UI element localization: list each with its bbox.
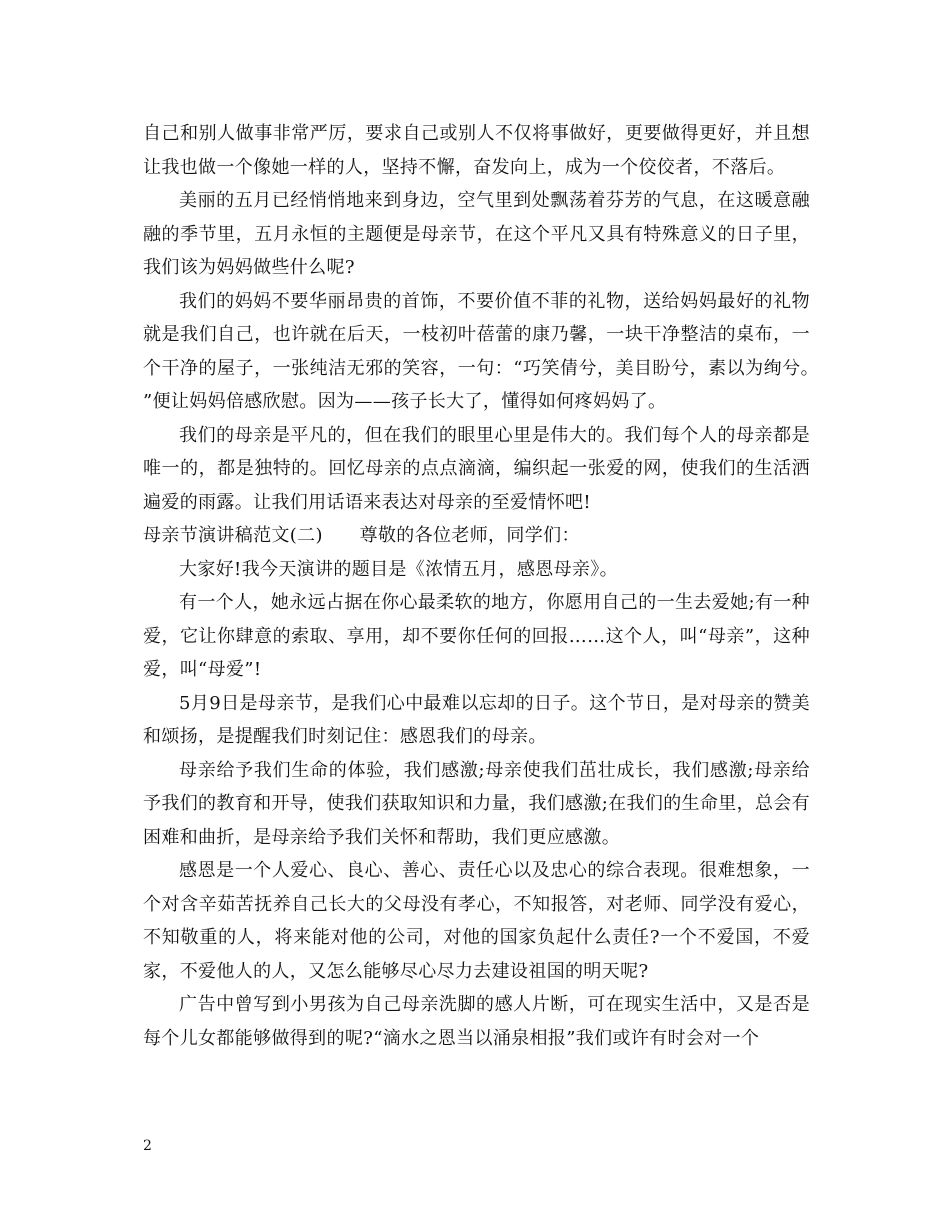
paragraph-may-arrival: 美丽的五月已经悄悄地来到身边，空气里到处飘荡着芬芳的气息，在这暖意融融的季节里，五月永恒的主题便是母亲节，在这个平凡又具有特殊意义的日子里，我们该为妈妈做些什么呢? xyxy=(143,190,810,278)
section-heading: 母亲节演讲稿范文(二) 尊敬的各位老师，同学们： xyxy=(143,525,580,546)
paragraph-mother-love: 有一个人，她永远占据在你心最柔软的地方，你愿用自己的一生去爱她;有一种爱，它让你肆意的索取、享用，却不要你任何的回报……这个人，叫“母亲”，这种爱，叫“母爱”! xyxy=(143,592,810,680)
paragraph-gratitude-meaning: 感恩是一个人爱心、良心、善心、责任心以及忠心的综合表现。很难想象，一个对含辛茹苦抚养自己长大的父母没有孝心，不知报答，对老师、同学没有爱心，不知敬重的人，将来能对他的公司，对他的国家负起什么责任?一个不爱国，不爱家，不爱他人的人，又怎么能够尽心尽力去建设祖国的明天呢? xyxy=(143,860,810,982)
paragraph-mothers-day-date: 5月9日是母亲节，是我们心中最难以忘却的日子。这个节日，是对母亲的赞美和颂扬，是提醒我们时刻记住：感恩我们的母亲。 xyxy=(143,692,810,747)
document-body xyxy=(143,117,810,1055)
paragraph-speech-title: 大家好!我今天演讲的题目是《浓情五月，感恩母亲》。 xyxy=(179,558,618,580)
paragraph-gift-for-mother: 我们的妈妈不要华丽昂贵的首饰，不要价值不菲的礼物，送给妈妈最好的礼物就是我们自己，也许就在后天，一枝初叶蓓蕾的康乃馨，一块干净整洁的桌布，一个干净的屋子，一张纯洁无邪的笑容，一句：“巧笑倩兮，美目盼兮，素以为绚兮。”便让妈妈倍感欣慰。因为——孩子长大了，懂得如何疼妈妈了。 xyxy=(143,290,810,412)
paragraph-advertisement: 广告中曾写到小男孩为自己母亲洗脚的感人片断，可在现实生活中，又是否是每个儿女都能够做得到的呢?“滴水之恩当以涌泉相报”我们或许有时会对一个 xyxy=(143,994,810,1049)
page-number: 2 xyxy=(143,1138,152,1154)
paragraph-mother-is-great: 我们的母亲是平凡的，但在我们的眼里心里是伟大的。我们每个人的母亲都是唯一的，都是独特的。回忆母亲的点点滴滴，编织起一张爱的网，使我们的生活洒遍爱的雨露。让我们用话语来表达对母亲的至爱情怀吧! xyxy=(143,424,810,513)
paragraph-gratitude-list: 母亲给予我们生命的体验，我们感激;母亲使我们茁壮成长，我们感激;母亲给予我们的教育和开导，使我们获取知识和力量，我们感激;在我们的生命里，总会有困难和曲折，是母亲给予我们关怀和帮助，我们更应感激。 xyxy=(143,759,811,848)
paragraph-continuation: 自己和别人做事非常严厉，要求自己或别人不仅将事做好，更要做得更好，并且想让我也做一个像她一样的人，坚持不懈，奋发向上，成为一个佼佼者，不落后。 xyxy=(143,123,810,178)
